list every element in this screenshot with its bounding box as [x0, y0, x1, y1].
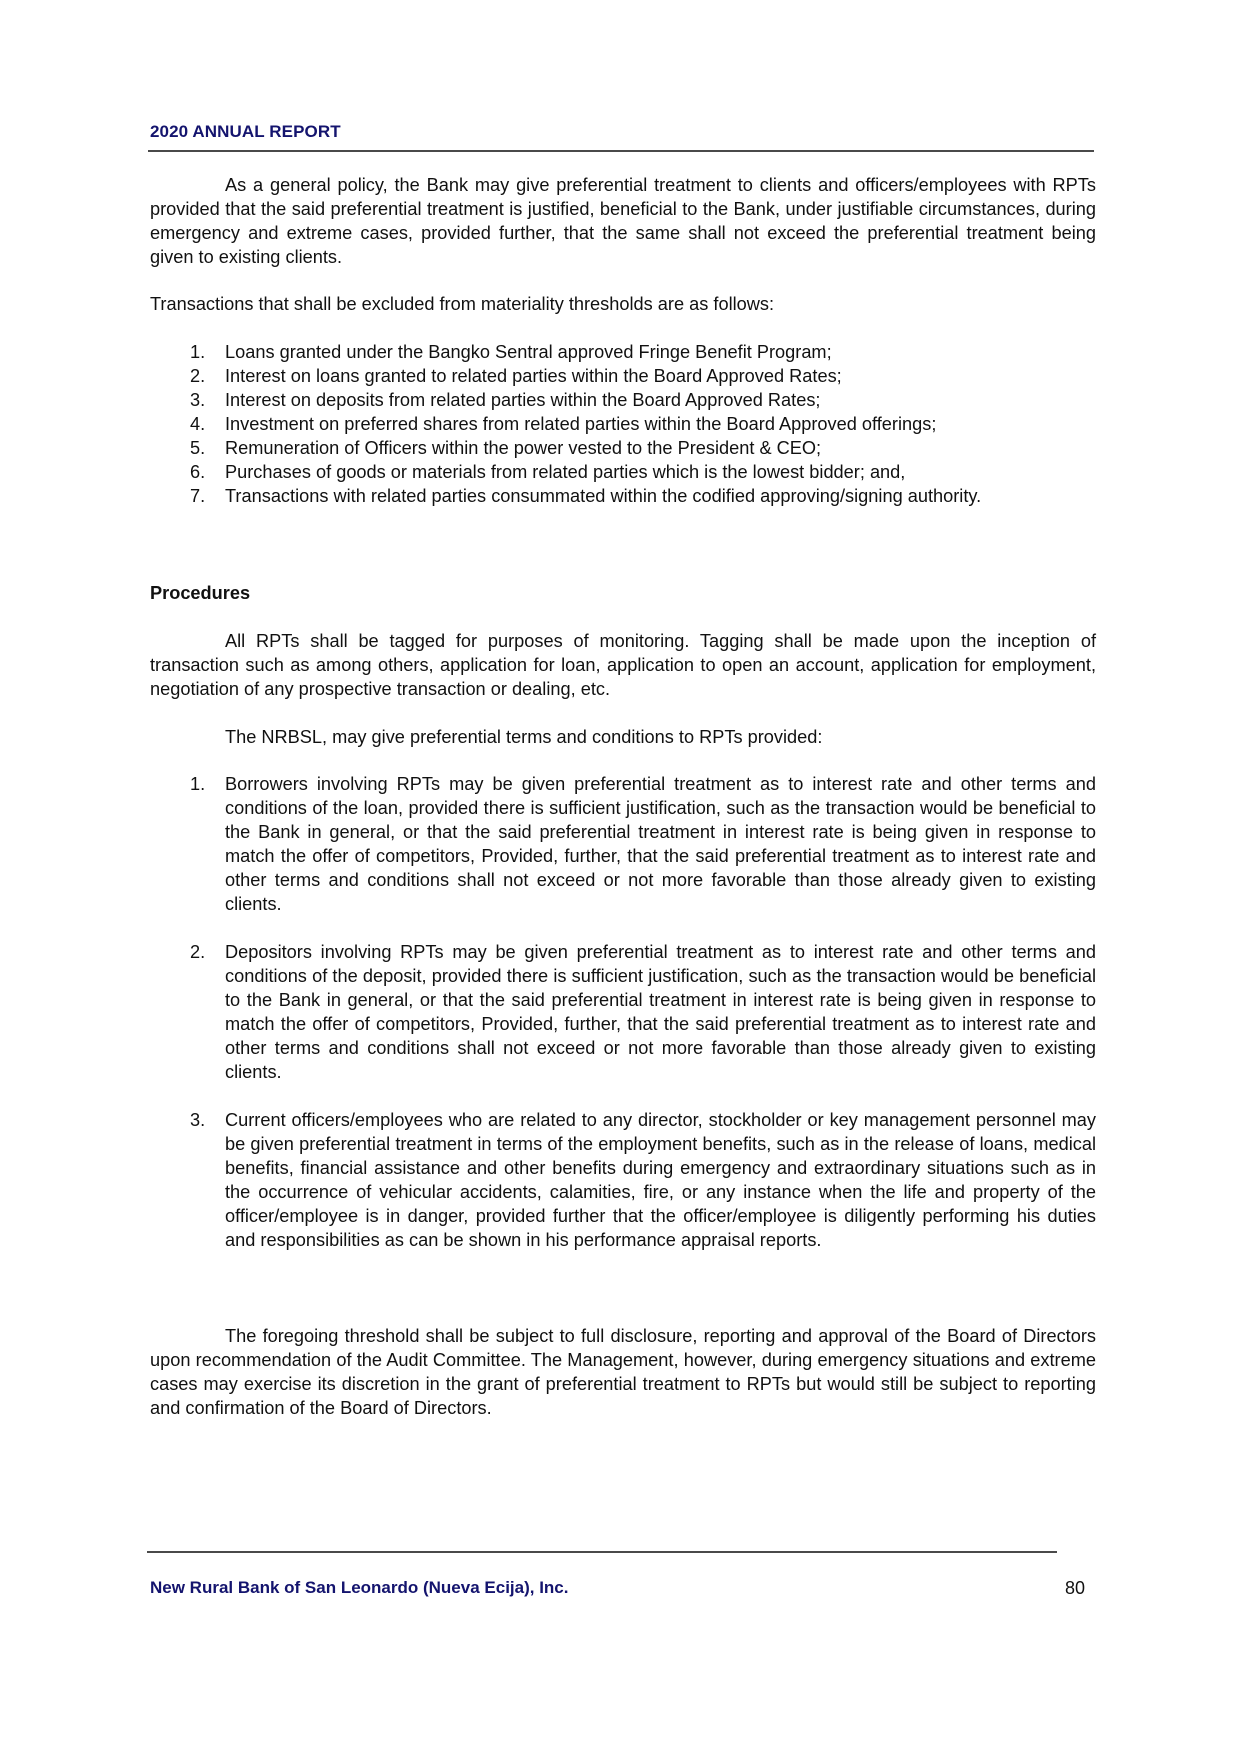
list-item-text: Borrowers involving RPTs may be given preferential treatment as to interest rate and other terms and conditions of the loan, provided there is sufficient justification, such as the transaction would be beneficial to the Bank in general, or that the said preferential treatment in interest rate is being given in response to match the offer of competitors, Provided, further, that the said preferential treatment as to interest rate and other terms and conditions shall not exceed or not more favorable than those already given to existing clients. [225, 774, 1096, 914]
tagging-paragraph: All RPTs shall be tagged for purposes of monitoring. Tagging shall be made upon the inception of transaction such as among others, application for loan, application to open an account, application for employment, negotiation of any prospective transaction or dealing, etc. [150, 631, 1096, 699]
list-item [150, 940, 1096, 1084]
list-number: 2. [190, 942, 206, 962]
list-number: 7. [190, 486, 206, 506]
footer-organization: New Rural Bank of San Leonardo (Nueva Ecija), Inc. [150, 1578, 569, 1597]
list-number: 6. [190, 462, 206, 482]
preferential-terms-list [150, 772, 1096, 1276]
excluded-transactions-intro: Transactions that shall be excluded from materiality thresholds are as follows: [150, 294, 775, 314]
list-item [150, 436, 1096, 460]
list-item-text: Remuneration of Officers within the power vested to the President & CEO; [225, 438, 822, 458]
list-item-text: Investment on preferred shares from related parties within the Board Approved offerings; [225, 414, 937, 434]
list-number: 2. [190, 366, 206, 386]
intro-paragraph: As a general policy, the Bank may give preferential treatment to clients and officers/employees with RPTs provided that the said preferential treatment is justified, beneficial to the Bank, under justifiable circumstances, during emergency and extreme cases, provided further, that the same shall not exceed the preferential treatment being given to existing clients. [150, 175, 1096, 267]
foregoing-paragraph: The foregoing threshold shall be subject to full disclosure, reporting and approval of the Board of Directors upon recommendation of the Audit Committee. The Management, however, during emergency situations and extreme cases may exercise its discretion in the grant of preferential treatment to RPTs but would still be subject to reporting and confirmation of the Board of Directors. [150, 1326, 1096, 1418]
list-item [150, 340, 1096, 364]
list-item [150, 388, 1096, 412]
list-number: 1. [190, 342, 206, 362]
list-item [150, 484, 1096, 508]
list-number: 3. [190, 1110, 206, 1130]
list-item-text: Interest on loans granted to related parties within the Board Approved Rates; [225, 366, 842, 386]
list-number: 4. [190, 414, 206, 434]
list-item-text: Purchases of goods or materials from related parties which is the lowest bidder; and, [225, 462, 906, 482]
list-item-text: Depositors involving RPTs may be given preferential treatment as to interest rate and other terms and conditions of the deposit, provided there is sufficient justification, such as the transaction would be beneficial to the Bank in general, or that the said preferential treatment in interest rate is being given in response to match the offer of competitors, Provided, further, that the said preferential treatment as to interest rate and other terms and conditions shall not exceed or not more favorable than those already given to existing clients. [225, 942, 1096, 1082]
list-item-text: Current officers/employees who are related to any director, stockholder or key management personnel may be given preferential treatment in terms of the employment benefits, such as in the release of loans, medical benefits, financial assistance and other benefits during emergency and extraordinary situations such as in the occurrence of vehicular accidents, calamities, fire, or any instance when the life and property of the officer/employee is in danger, provided further that the officer/employee is diligently performing his duties and responsibilities as can be shown in his performance appraisal reports. [225, 1110, 1096, 1250]
list-item [150, 1108, 1096, 1252]
header-divider [148, 150, 1094, 152]
list-item [150, 364, 1096, 388]
list-number: 3. [190, 390, 206, 410]
excluded-transactions-list [150, 340, 1096, 508]
list-item-text: Interest on deposits from related parties within the Board Approved Rates; [225, 390, 821, 410]
list-item [150, 772, 1096, 916]
list-item [150, 460, 1096, 484]
footer-divider [147, 1551, 1057, 1553]
nrbsl-paragraph: The NRBSL, may give preferential terms and conditions to RPTs provided: [225, 727, 823, 747]
page-header-title: 2020 ANNUAL REPORT [150, 122, 341, 141]
list-item [150, 412, 1096, 436]
procedures-heading: Procedures [150, 583, 251, 603]
page-number: 80 [1065, 1578, 1086, 1598]
list-number: 5. [190, 438, 206, 458]
list-number: 1. [190, 774, 206, 794]
list-item-text: Transactions with related parties consummated within the codified approving/signing authority. [225, 486, 982, 506]
list-item-text: Loans granted under the Bangko Sentral approved Fringe Benefit Program; [225, 342, 832, 362]
